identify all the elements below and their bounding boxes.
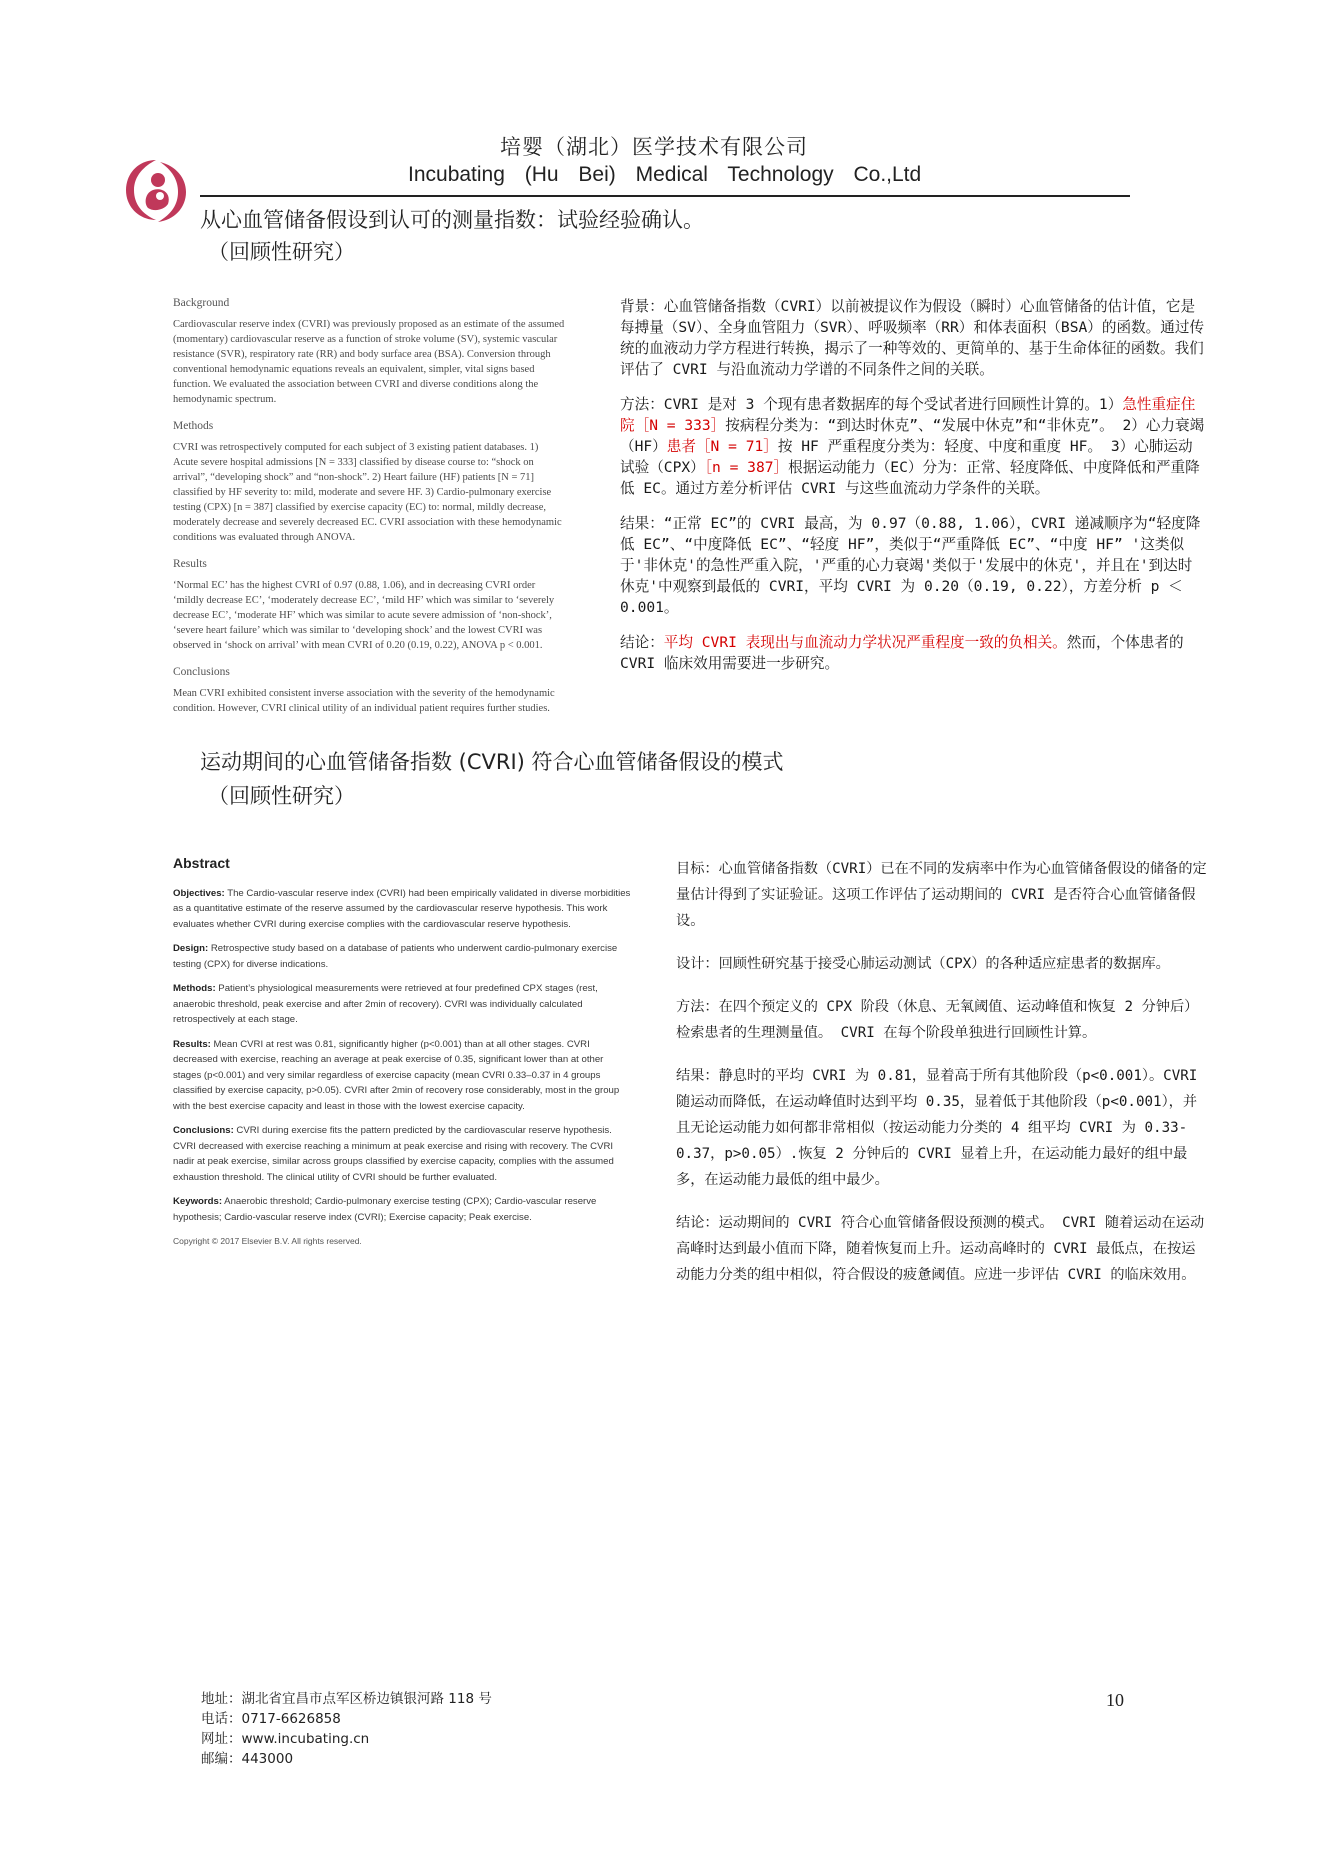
- background-heading: Background: [173, 297, 230, 309]
- conclusions-heading: Conclusions: [173, 666, 230, 678]
- results-text: ‘Normal EC’ has the highest CVRI of 0.97 (0.88, 1.06), and in decreasing CVRI order ‘mildly decrease EC’, ‘moderately decrease EC’, ‘mild HF’ which was similar to ‘severely decrease EC’, ‘moderate HF’ which was similar to acute severe admission of ‘non-shock’, ‘severe heart failure’ which was similar to ‘developing shock’ and the lowest CVRI was observed in ‘shock on arrival’ with mean CVRI of 0.20 (0.19, 0.22), ANOVA p < 0.001.: [173, 580, 555, 651]
- abstract-heading: Abstract: [173, 855, 230, 871]
- cn-background: 背景：心血管储备指数（CVRI）以前被提议作为假设（瞬时）心血管储备的估计值，它是每搏量（SV）、全身血管阻力（SVR）、呼吸频率（RR）和体表面积（BSA）的函数。通过传统的血液动力学方程进行转换，揭示了一种等效的、更简单的、基于生命体征的函数。我们评估了 CVRI 与沿血流动力学谱的不同条件之间的关联。: [620, 298, 1205, 378]
- section1-subtitle: （回顾性研究）: [208, 240, 355, 264]
- page-number: 10: [1106, 1690, 1124, 1710]
- keywords-text: Keywords: Anaerobic threshold; Cardio-pulmonary exercise testing (CPX); Cardio-vascular reserve hypothesis; Cardio-vascular reserve index (CVRI); Exercise capacity; Peak exercise.: [173, 1196, 597, 1223]
- cn-design: 设计：回顾性研究基于接受心肺运动测试（CPX）的各种适应症患者的数据库。: [676, 956, 1170, 972]
- objectives-text: Objectives: The Cardio-vascular reserve index (CVRI) had been empirically validated in diverse morbidities as a quantitative estimate of the reserve assumed by the cardiovascular reserve hypothesis. This work evaluates whether CVRI during exercise complies with the cardiovascular reserve hypothesis.: [173, 887, 631, 930]
- footer-postcode: 邮编：443000: [201, 1751, 294, 1767]
- methods-heading: Methods: [173, 420, 214, 432]
- cn-results: 结果：“正常 EC”的 CVRI 最高，为 0.97（0.88, 1.06），CVRI 递减顺序为“轻度降低 EC”、“中度降低 EC”、“轻度 HF”，类似于“严重降低 EC”、“中度 HF” '这类似于'非休克'的急性严重入院，'严重的心力衰竭'类似于'发展中的休克'，并且在'到达时休克'中观察到最低的 CVRI，平均 CVRI 为 0.20（0.19, 0.22），方差分析 p ＜ 0.001。: [620, 515, 1201, 616]
- results-text: Results: Mean CVRI at rest was 0.81, significantly higher (p<0.001) than at all other stages. CVRI decreased with exercise, reaching an average at peak exercise of 0.35, significant lower than at other stages (p<0.001) and very similar regardless of exercise capacity (mean CVRI 0.33–0.37 in 4 groups classified by exercise capacity, p>0.05). CVRI after 2min of recovery rose considerably, most in the group with the best exercise capacity and least in those with the lowest exercise capacity.: [173, 1038, 620, 1112]
- cn-conclusion: 结论：平均 CVRI 表现出与血流动力学状况严重程度一致的负相关。然而，个体患者的 CVRI 临床效用需要进一步研究。: [620, 634, 1184, 672]
- highlight-n387: ［n = 387］: [704, 459, 789, 476]
- footer-contact: [201, 1689, 492, 1769]
- header-divider: [200, 195, 1130, 197]
- conclusions-text: Conclusions: CVRI during exercise fits the pattern predicted by the cardiovascular reserve hypothesis. CVRI decreased with exercise reaching a minimum at peak exercise and rising with recovery. The CVRI nadir at peak exercise, similar across groups classified by exercise capacity, complies with the assumed exhaustion threshold. The clinical utility of CVRI should be further evaluated.: [173, 1125, 614, 1183]
- highlight-n71: 患者［N = 71］: [666, 438, 778, 455]
- conclusions-text: Mean CVRI exhibited consistent inverse association with the severity of the hemodynamic condition. However, CVRI clinical utility of an individual patient requires further studies.: [173, 688, 555, 714]
- cn-conclusion: 结论：运动期间的 CVRI 符合心血管储备假设预测的模式。 CVRI 随着运动在运动高峰时达到最小值而下降，随着恢复而上升。运动高峰时的 CVRI 最低点，在按运动能力分类的组中相似，符合假设的疲惫阈值。应进一步评估 CVRI 的临床效用。: [676, 1215, 1205, 1283]
- design-text: Design: Retrospective study based on a database of patients who underwent cardio-pulmonary exercise testing (CPX) for diverse indications.: [173, 943, 618, 970]
- cn-results: 结果：静息时的平均 CVRI 为 0.81，显着高于所有其他阶段（p<0.001）。CVRI 随运动而降低，在运动峰值时达到平均 0.35，显着低于其他阶段（p<0.001），并且无论运动能力如何都非常相似（按运动能力分类的 4 组平均 CVRI 为 0.33-0.37，p>0.05）.恢复 2 分钟后的 CVRI 显着上升，在运动能力最好的组中最多，在运动能力最低的组中最少。: [676, 1068, 1198, 1188]
- methods-text: Methods: Patient’s physiological measurements were retrieved at four predefined CPX stages (rest, anaerobic threshold, peak exercise and after 2min of recovery). CVRI was individually calculated retrospectively at each stage.: [173, 983, 598, 1025]
- section2-english-abstract: [173, 856, 633, 1259]
- footer-phone: 电话：0717-6626858: [201, 1711, 341, 1727]
- highlight-conclusion: 平均 CVRI 表现出与血流动力学状况严重程度一致的负相关。: [663, 634, 1067, 651]
- section2-subtitle: （回顾性研究）: [208, 784, 355, 808]
- section1-title: 从心血管储备假设到认可的测量指数：试验经验确认。: [200, 208, 704, 232]
- section1-chinese-translation: [620, 296, 1205, 688]
- highlight-n333: 急性重症住院［N = 333］: [620, 396, 1196, 434]
- cn-methods: 方法：在四个预定义的 CPX 阶段（休息、无氧阈值、运动峰值和恢复 2 分钟后）检索患者的生理测量值。 CVRI 在每个阶段单独进行回顾性计算。: [676, 999, 1199, 1041]
- methods-text: CVRI was retrospectively computed for each subject of 3 existing patient databases. 1) Acute severe hospital admissions [N = 333] classified by disease course to: “shock on arrival”, “developing shock” and “non-shock”. 2) Heart failure (HF) patients [N = 71] classified by HF severity to: mild, moderate and severe HF. 3) Cardio-pulmonary exercise testing (CPX) [n = 387] classified by exercise capacity (EC) to: normal, mildly decrease, moderately decrease and severely decreased EC. CVRI association with these hemodynamic conditions was evaluated through ANOVA.: [173, 442, 562, 543]
- copyright-text: Copyright © 2017 Elsevier B.V. All rights reserved.: [173, 1236, 362, 1246]
- footer-website[interactable]: 网址：www.incubating.cn: [201, 1731, 370, 1747]
- section2-title: 运动期间的心血管储备指数 (CVRI) 符合心血管储备假设的模式: [200, 750, 784, 774]
- results-heading: Results: [173, 558, 207, 570]
- background-text: Cardiovascular reserve index (CVRI) was previously proposed as an estimate of the assumed (momentary) cardiovascular reserve as a function of stroke volume (SV), systemic vascular resistance (SVR), respiratory rate (RR) and body surface area (BSA). Conversion through conventional hemodynamic equations reveals an equivalent, simpler, vital signs based function. We evaluated the association between CVRI and diverse conditions along the hemodynamic spectrum.: [173, 319, 565, 405]
- cn-methods: 方法：CVRI 是对 3 个现有患者数据库的每个受试者进行回顾性计算的。1）急性重症住院［N = 333］按病程分类为：“到达时休克”、“发展中休克”和“非休克”。 2）心力衰竭（HF）患者［N = 71］按 HF 严重程度分类为：轻度、中度和重度 HF。 3）心肺运动试验（CPX）［n = 387］根据运动能力（EC）分为：正常、轻度降低、中度降低和严重降低 EC。通过方差分析评估 CVRI 与这些血流动力学条件的关联。: [620, 396, 1205, 497]
- company-name-en: Incubating (Hu Bei) Medical Technology Co.,Ltd: [408, 163, 922, 186]
- mother-baby-heart-logo-icon: [118, 152, 194, 228]
- section1-english-abstract: [173, 296, 565, 728]
- cn-objective: 目标：心血管储备指数（CVRI）已在不同的发病率中作为心血管储备假设的储备的定量估计得到了实证验证。这项工作评估了运动期间的 CVRI 是否符合心血管储备假设。: [676, 861, 1207, 929]
- section2-chinese-translation: [676, 856, 1208, 1305]
- company-name-cn: 培婴（湖北）医学技术有限公司: [500, 135, 808, 159]
- footer-address: 地址：湖北省宜昌市点军区桥边镇银河路 118 号: [201, 1691, 492, 1707]
